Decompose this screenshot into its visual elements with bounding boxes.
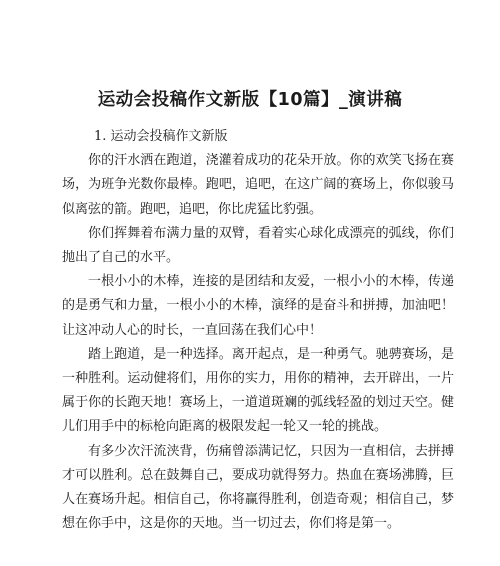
section-heading: 1. 运动会投稿作文新版 [94,129,228,144]
paragraph-1: 你的汗水洒在跑道，浇灌着成功的花朵开放。你的欢笑飞扬在赛场，为班争光数你最棒。跑吧，追吧，在这广阔的赛场上，你似骏马似离弦的箭。跑吧，追吧，你比虎猛比豹强。 [62,153,454,217]
page-title: 运动会投稿作文新版【10篇】_演讲稿 [97,90,403,110]
paragraph-4: 踏上跑道，是一种选择。离开起点，是一种勇气。驰骋赛场，是一种胜利。运动健将们，用你的实力，用你的精神，去开辟出，一片属于你的长跑天地！赛场上，一道道斑斓的弧线轻盈的划过天空。健儿们用手中的标枪向距离的极限发起一轮又一轮的挑战。 [62,346,454,435]
paragraph-3: 一根小小的木棒，连接的是团结和友爱，一根小小的木棒，传递的是勇气和力量，一根小小的木棒，演绎的是奋斗和拼搏，加油吧！让这冲动人心的时长，一直回荡在我们心中！ [62,274,454,338]
paragraph-5: 有多少次汗流浃背，伤痛曾添满记忆，只因为一直相信，去拼搏才可以胜利。总在鼓舞自己，要成功就得努力。热血在赛场沸腾，巨人在赛场升起。相信自己，你将赢得胜利，创造奇观；相信自己，梦想在你手中，这是你的天地。当一切过去，你们将是第一。 [62,443,454,532]
paragraph-2: 你们挥舞着布满力量的双臂，看着实心球化成漂亮的弧线，你们抛出了自己的水平。 [62,225,454,266]
article-body [62,125,454,536]
